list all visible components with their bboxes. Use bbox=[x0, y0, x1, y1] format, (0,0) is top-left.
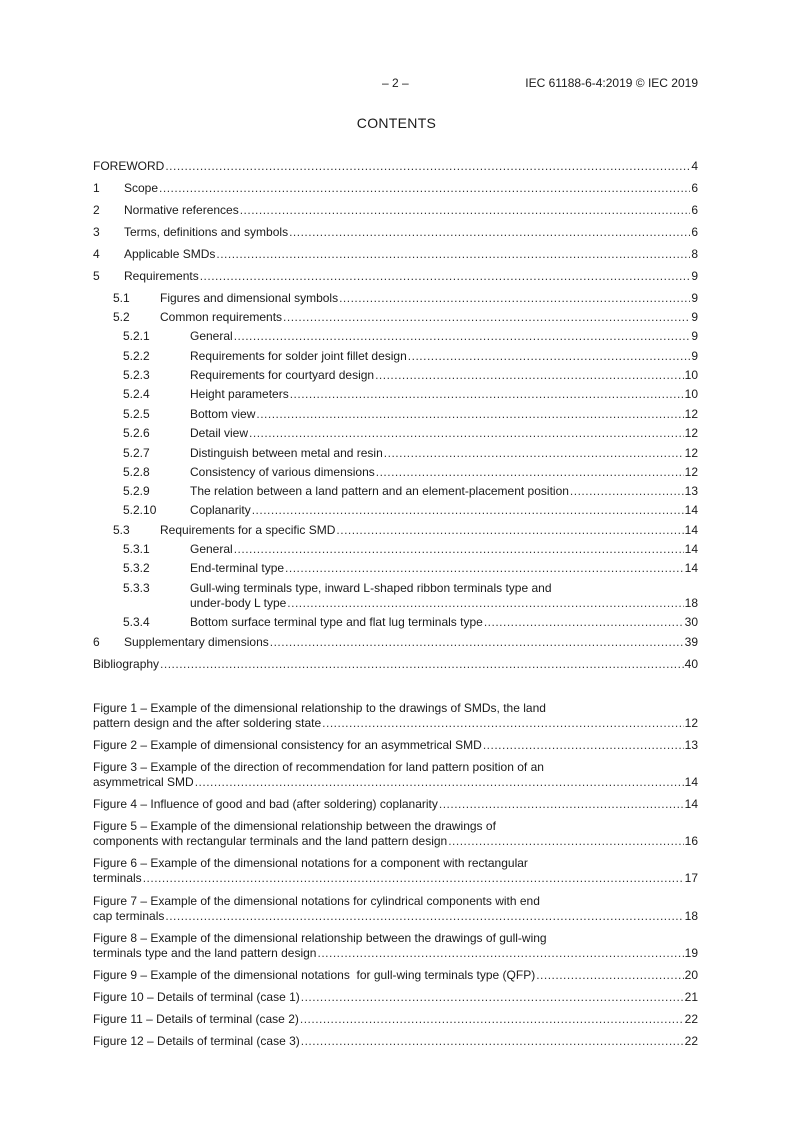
toc-page-number: 18 bbox=[684, 596, 698, 610]
toc-entry-title: Consistency of various dimensions bbox=[190, 465, 375, 479]
figure-entry-1[interactable] bbox=[93, 716, 698, 731]
figure-entry-8[interactable] bbox=[93, 946, 698, 961]
toc-leader bbox=[448, 834, 683, 849]
toc-entry-scope[interactable] bbox=[93, 181, 698, 196]
toc-entry-supplementary-dimensions[interactable] bbox=[93, 635, 698, 650]
toc-section-number: 1 bbox=[93, 181, 100, 195]
toc-entry-title: General bbox=[190, 329, 233, 343]
toc-section-number: 6 bbox=[93, 635, 100, 649]
toc-page-number: 14 bbox=[684, 561, 698, 575]
figure-entry-3-line1[interactable]: Figure 3 – Example of the direction of recommendation for land pattern position of an bbox=[93, 760, 544, 774]
figure-entry-5-line1[interactable]: Figure 5 – Example of the dimensional relationship between the drawings of bbox=[93, 819, 496, 833]
toc-entry-title: Scope bbox=[124, 181, 159, 195]
figure-entry-9[interactable] bbox=[93, 968, 698, 983]
toc-entry-5-2-8[interactable] bbox=[93, 465, 698, 480]
toc-section-number: 4 bbox=[93, 247, 100, 261]
toc-section-number: 5.3.4 bbox=[123, 615, 150, 629]
toc-section-number: 5.3.3 bbox=[123, 581, 150, 595]
toc-section-number: 5.2 bbox=[113, 310, 130, 324]
toc-section-number: 5.2.8 bbox=[123, 465, 150, 479]
toc-page-number: 20 bbox=[684, 968, 698, 982]
page-title: CONTENTS bbox=[356, 115, 437, 131]
toc-section-number: 5.2.7 bbox=[123, 446, 150, 460]
figure-entry-5[interactable] bbox=[93, 834, 698, 849]
toc-leader bbox=[300, 1012, 684, 1027]
toc-page-number: 12 bbox=[684, 716, 698, 730]
toc-page-number: 8 bbox=[691, 247, 698, 261]
toc-entry-title: Bottom view bbox=[190, 407, 256, 421]
toc-leader bbox=[376, 465, 684, 480]
toc-page-number: 22 bbox=[684, 1012, 698, 1026]
toc-entry-title: Requirements for a specific SMD bbox=[160, 523, 336, 537]
toc-entry-title: Figures and dimensional symbols bbox=[160, 291, 339, 305]
toc-page-number: 12 bbox=[684, 407, 698, 421]
toc-leader bbox=[234, 329, 691, 344]
figure-entry-6[interactable] bbox=[93, 871, 698, 886]
toc-leader bbox=[283, 310, 690, 325]
toc-leader bbox=[339, 291, 690, 306]
toc-entry-title: Normative references bbox=[124, 203, 239, 217]
toc-page-number: 14 bbox=[684, 503, 698, 517]
figure-entry-10[interactable] bbox=[93, 990, 698, 1005]
toc-leader bbox=[216, 247, 690, 262]
figure-entry-title: asymmetrical SMD bbox=[93, 775, 194, 789]
toc-leader bbox=[384, 446, 684, 461]
toc-entry-5-3-2[interactable] bbox=[93, 561, 698, 576]
toc-page-number: 6 bbox=[691, 203, 698, 217]
figure-entry-11[interactable] bbox=[93, 1012, 698, 1027]
figure-entry-title: terminals type and the land pattern design bbox=[93, 946, 317, 960]
figure-entry-12[interactable] bbox=[93, 1034, 698, 1049]
toc-entry-title: Gull-wing terminals type, inward L-shaped ribbon terminals type and bbox=[190, 581, 552, 595]
toc-entry-title: Requirements bbox=[124, 269, 199, 283]
toc-page-number: 6 bbox=[691, 181, 698, 195]
figure-entry-title: Figure 11 – Details of terminal (case 2) bbox=[93, 1012, 299, 1026]
toc-entry-5-3[interactable] bbox=[93, 523, 698, 538]
toc-section-number: 5.2.9 bbox=[123, 484, 150, 498]
figure-entry-title: components with rectangular terminals and the land pattern design bbox=[93, 834, 448, 848]
toc-entry-5-2-7[interactable] bbox=[93, 446, 698, 461]
toc-entry-title: Bottom surface terminal type and flat lug terminals type bbox=[190, 615, 483, 629]
toc-leader bbox=[408, 349, 691, 364]
toc-leader bbox=[322, 716, 683, 731]
toc-section-number: 2 bbox=[93, 203, 100, 217]
toc-page-number: 22 bbox=[684, 1034, 698, 1048]
figure-entry-3[interactable] bbox=[93, 775, 698, 790]
toc-leader bbox=[240, 203, 691, 218]
toc-page-number: 14 bbox=[684, 775, 698, 789]
toc-entry-5-2-3[interactable] bbox=[93, 368, 698, 383]
figure-entry-title: cap terminals bbox=[93, 909, 165, 923]
figure-entry-8-line1[interactable]: Figure 8 – Example of the dimensional relationship between the drawings of gull-wing bbox=[93, 931, 547, 945]
toc-entry-title: Terms, definitions and symbols bbox=[124, 225, 289, 239]
figure-entry-4[interactable] bbox=[93, 797, 698, 812]
toc-section-number: 5.3.2 bbox=[123, 561, 150, 575]
toc-leader bbox=[484, 615, 684, 630]
figure-entry-title: terminals bbox=[93, 871, 142, 885]
toc-page-number: 30 bbox=[684, 615, 698, 629]
figure-entry-title: Figure 2 – Example of dimensional consistency for an asymmetrical SMD bbox=[93, 738, 482, 752]
toc-section-number: 5.2.5 bbox=[123, 407, 150, 421]
toc-section-number: 5.2.4 bbox=[123, 387, 150, 401]
toc-page-number: 19 bbox=[684, 946, 698, 960]
figure-entry-title: Figure 4 – Influence of good and bad (after soldering) coplanarity bbox=[93, 797, 438, 811]
toc-entry-title: Requirements for solder joint fillet design bbox=[190, 349, 407, 363]
figure-entry-2[interactable] bbox=[93, 738, 698, 753]
toc-section-number: 5.2.2 bbox=[123, 349, 150, 363]
toc-page-number: 17 bbox=[684, 871, 698, 885]
figure-entry-title: Figure 9 – Example of the dimensional notations for gull-wing terminals type (QFP) bbox=[93, 968, 536, 982]
toc-page-number: 18 bbox=[684, 909, 698, 923]
toc-section-number: 5.2.1 bbox=[123, 329, 150, 343]
toc-section-number: 5.2.10 bbox=[123, 503, 157, 517]
toc-leader bbox=[252, 503, 684, 518]
toc-entry-5-2-1[interactable] bbox=[93, 329, 698, 344]
toc-section-number: 5 bbox=[93, 269, 100, 283]
toc-leader bbox=[287, 596, 683, 611]
toc-leader bbox=[256, 407, 683, 422]
toc-entry-terms[interactable] bbox=[93, 225, 698, 240]
toc-leader bbox=[336, 523, 683, 538]
toc-page-number: 9 bbox=[691, 329, 698, 343]
toc-page-number: 13 bbox=[684, 738, 698, 752]
toc-leader bbox=[159, 181, 690, 196]
figure-entry-title: pattern design and the after soldering state bbox=[93, 716, 322, 730]
toc-page-number: 12 bbox=[684, 446, 698, 460]
toc-entry-title: Detail view bbox=[190, 426, 249, 440]
toc-entry-5-2-4[interactable] bbox=[93, 387, 698, 402]
toc-page-number: 13 bbox=[684, 484, 698, 498]
toc-leader bbox=[536, 968, 683, 983]
toc-entry-title-continued: under-body L type bbox=[190, 596, 287, 610]
toc-page-number: 12 bbox=[684, 426, 698, 440]
toc-entry-foreword[interactable] bbox=[93, 159, 698, 174]
toc-entry-5-2-10[interactable] bbox=[93, 503, 698, 518]
toc-page-number: 12 bbox=[684, 465, 698, 479]
toc-leader bbox=[270, 635, 684, 650]
toc-entry-title: Requirements for courtyard design bbox=[190, 368, 375, 382]
toc-leader bbox=[301, 990, 684, 1005]
toc-section-number: 5.3 bbox=[113, 523, 130, 537]
figure-entry-7-line1[interactable]: Figure 7 – Example of the dimensional notations for cylindrical components with end bbox=[93, 894, 540, 908]
toc-leader bbox=[301, 1034, 684, 1049]
toc-entry-title: Coplanarity bbox=[190, 503, 251, 517]
figure-entry-7[interactable] bbox=[93, 909, 698, 924]
toc-entry-applicable-smds[interactable] bbox=[93, 247, 698, 262]
toc-section-number: 5.2.3 bbox=[123, 368, 150, 382]
toc-page-number: 6 bbox=[691, 225, 698, 239]
toc-page-number: 14 bbox=[684, 523, 698, 537]
toc-leader bbox=[285, 561, 684, 576]
table-of-contents bbox=[93, 0, 698, 1122]
toc-section-number: 5.2.6 bbox=[123, 426, 150, 440]
toc-section-number: 3 bbox=[93, 225, 100, 239]
toc-leader bbox=[289, 225, 690, 240]
toc-entry-title: Height parameters bbox=[190, 387, 289, 401]
figure-entry-title: Figure 10 – Details of terminal (case 1) bbox=[93, 990, 300, 1004]
toc-entry-5-2-5[interactable] bbox=[93, 407, 698, 422]
toc-page-number: 21 bbox=[684, 990, 698, 1004]
toc-entry-bibliography[interactable] bbox=[93, 657, 698, 672]
toc-entry-5-3-1[interactable] bbox=[93, 542, 698, 557]
toc-page-number: 10 bbox=[684, 368, 698, 382]
toc-leader bbox=[570, 484, 684, 499]
toc-leader bbox=[317, 946, 683, 961]
toc-entry-5-2-9[interactable] bbox=[93, 484, 698, 499]
toc-entry-5-2-6[interactable] bbox=[93, 426, 698, 441]
toc-entry-title: Applicable SMDs bbox=[124, 247, 216, 261]
toc-entry-title: General bbox=[190, 542, 233, 556]
toc-page-number: 39 bbox=[684, 635, 698, 649]
page-number: – 2 – bbox=[382, 76, 409, 90]
toc-page-number: 9 bbox=[691, 269, 698, 283]
toc-entry-title: Supplementary dimensions bbox=[124, 635, 269, 649]
toc-section-number: 5.1 bbox=[113, 291, 130, 305]
toc-entry-5-3-3-continued[interactable] bbox=[93, 596, 698, 611]
toc-leader bbox=[290, 387, 684, 402]
toc-page-number: 9 bbox=[691, 310, 698, 324]
toc-leader bbox=[160, 657, 684, 672]
toc-leader bbox=[195, 775, 684, 790]
toc-page-number: 14 bbox=[684, 797, 698, 811]
toc-leader bbox=[234, 542, 684, 557]
toc-entry-5-3-4[interactable] bbox=[93, 615, 698, 630]
toc-entry-title: Common requirements bbox=[160, 310, 283, 324]
toc-entry-5-2[interactable] bbox=[93, 310, 698, 325]
standard-reference: IEC 61188-6-4:2019 © IEC 2019 bbox=[525, 76, 698, 90]
toc-leader bbox=[483, 738, 684, 753]
toc-page-number: 16 bbox=[684, 834, 698, 848]
toc-entry-normative-references[interactable] bbox=[93, 203, 698, 218]
figure-entry-6-line1[interactable]: Figure 6 – Example of the dimensional notations for a component with rectangular bbox=[93, 856, 528, 870]
toc-leader bbox=[165, 909, 683, 924]
toc-leader bbox=[249, 426, 684, 441]
toc-entry-title: Bibliography bbox=[93, 657, 160, 671]
toc-entry-5-2-2[interactable] bbox=[93, 349, 698, 364]
toc-leader bbox=[375, 368, 684, 383]
toc-entry-requirements[interactable] bbox=[93, 269, 698, 284]
toc-leader bbox=[165, 159, 690, 174]
toc-entry-title: End-terminal type bbox=[190, 561, 285, 575]
toc-entry-title: The relation between a land pattern and an element-placement position bbox=[190, 484, 569, 498]
figure-entry-title: Figure 12 – Details of terminal (case 3) bbox=[93, 1034, 300, 1048]
figure-entry-1-line1[interactable]: Figure 1 – Example of the dimensional relationship to the drawings of SMDs, the land bbox=[93, 701, 546, 715]
toc-section-number: 5.3.1 bbox=[123, 542, 150, 556]
toc-page-number: 9 bbox=[691, 349, 698, 363]
toc-page-number: 10 bbox=[684, 387, 698, 401]
toc-page-number: 14 bbox=[684, 542, 698, 556]
toc-entry-5-3-3[interactable] bbox=[93, 581, 698, 596]
toc-page-number: 40 bbox=[684, 657, 698, 671]
toc-leader bbox=[200, 269, 691, 284]
toc-page-number: 4 bbox=[691, 159, 698, 173]
toc-leader bbox=[143, 871, 684, 886]
toc-page-number: 9 bbox=[691, 291, 698, 305]
toc-leader bbox=[439, 797, 684, 812]
toc-entry-5-1[interactable] bbox=[93, 291, 698, 306]
toc-entry-title: Distinguish between metal and resin bbox=[190, 446, 383, 460]
toc-entry-title: FOREWORD bbox=[93, 159, 165, 173]
